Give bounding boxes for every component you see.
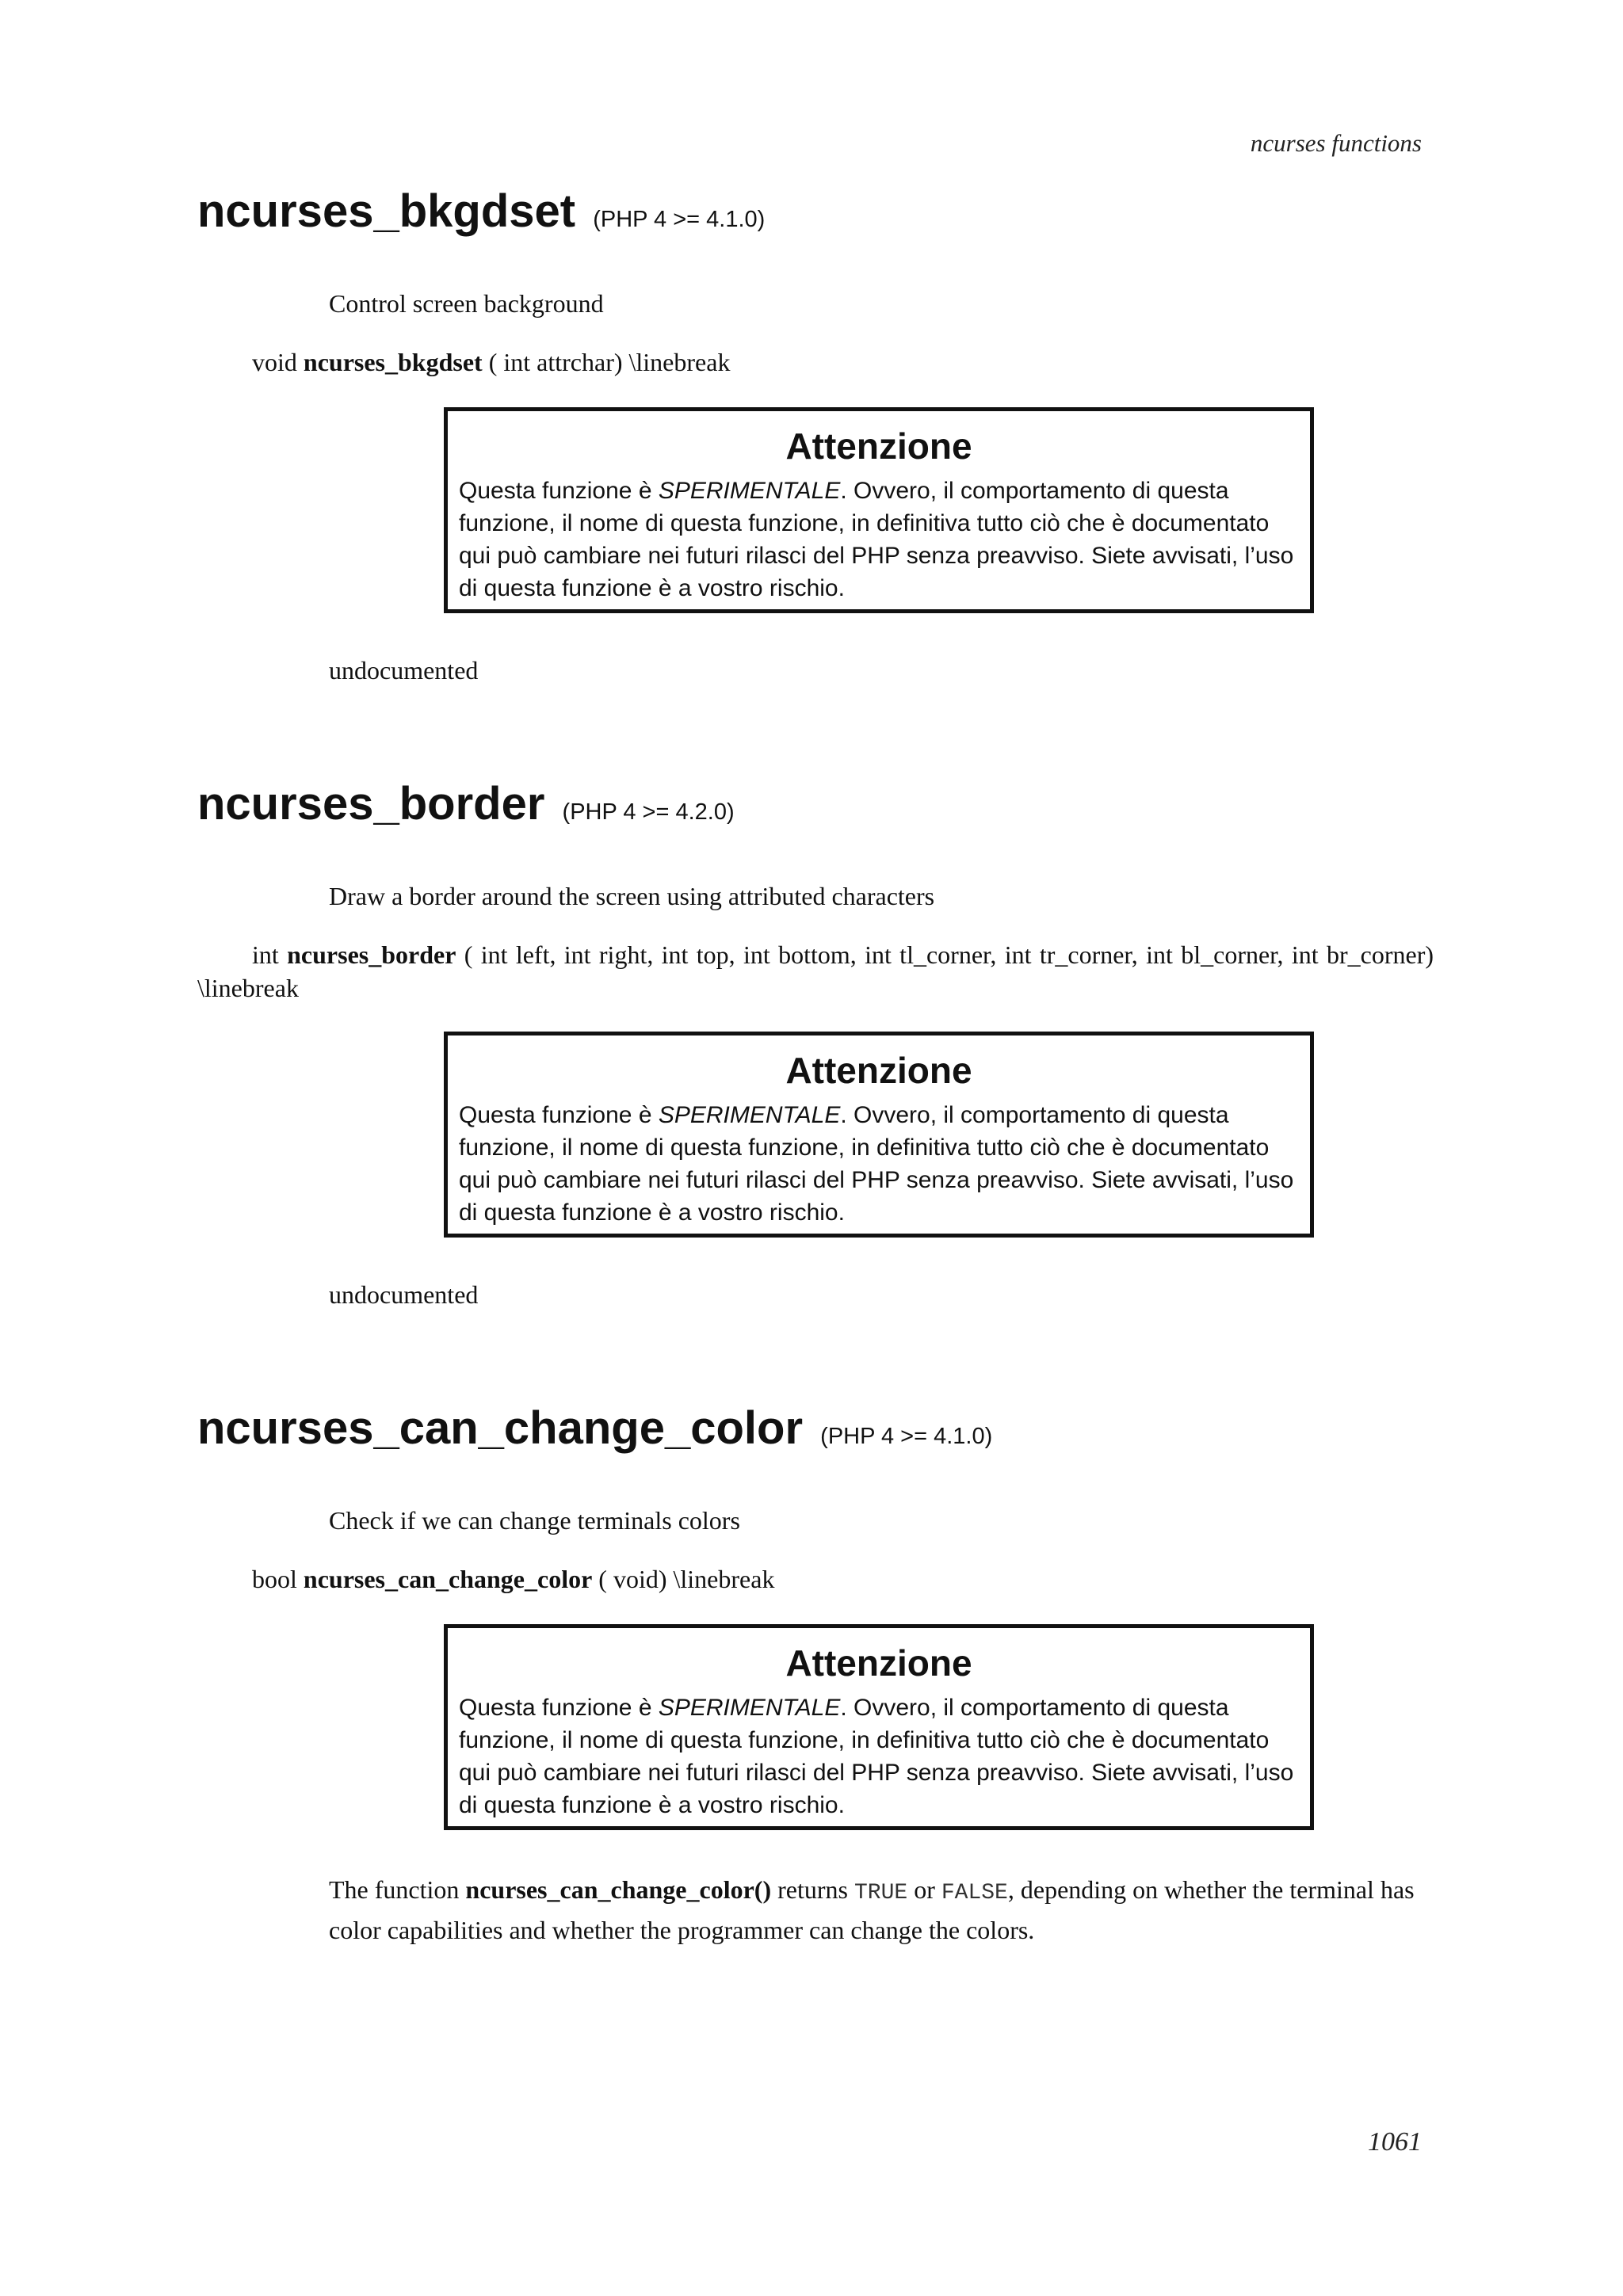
warning-text: Questa funzione è SPERIMENTALE. Ovvero, il comportamento di questa funzione, il nome di questa funzione, in definitiva tutto ciò che è documentato qui può cambiare nei futuri rilasci del PHP senza preavviso. Siete avvisati, l’uso di questa funzione è a vostro rischio.	[459, 478, 1294, 601]
function-title	[197, 1401, 992, 1464]
warning-text: Questa funzione è SPERIMENTALE. Ovvero, il comportamento di questa funzione, il nome di questa funzione, in definitiva tutto ciò che è documentato qui può cambiare nei futuri rilasci del PHP senza preavviso. Siete avvisati, l’uso di questa funzione è a vostro rischio.	[459, 1102, 1294, 1226]
function-description: undocumented	[329, 1280, 479, 1309]
function-name: ncurses_can_change_color	[197, 1402, 804, 1454]
function-description: The function ncurses_can_change_color() returns TRUE or FALSE, depending on whether the terminal has color capabilities and whether the programmer can change the colors.	[329, 1875, 1415, 1944]
warning-box	[444, 407, 1314, 613]
page-number: 1061	[1368, 2127, 1422, 2157]
function-name: ncurses_bkgdset	[197, 185, 576, 237]
warning-title: Attenzione	[785, 1050, 972, 1091]
warning-text: Questa funzione è SPERIMENTALE. Ovvero, il comportamento di questa funzione, il nome di questa funzione, in definitiva tutto ciò che è documentato qui può cambiare nei futuri rilasci del PHP senza preavviso. Siete avvisati, l’uso di questa funzione è a vostro rischio.	[459, 1695, 1294, 1818]
return-type: void	[252, 348, 297, 376]
function-title	[197, 776, 735, 840]
warning-title: Attenzione	[785, 425, 972, 467]
function-title	[197, 184, 765, 247]
false-constant: FALSE	[941, 1881, 1008, 1905]
function-synopsis	[197, 938, 1434, 1005]
function-purpose: Control screen background	[329, 289, 604, 318]
synopsis-function-name: ncurses_bkgdset	[303, 348, 483, 376]
function-purpose: Check if we can change terminals colors	[329, 1506, 740, 1535]
warning-title: Attenzione	[785, 1642, 972, 1684]
function-synopsis	[197, 345, 1434, 379]
parameter-list: ( int left, int right, int top, int bottom, int tl_corner, int tr_corner, int bl_corner, int br_corner) \linebreak	[197, 940, 1434, 1002]
version-info: (PHP 4 >= 4.2.0)	[562, 799, 735, 825]
parameter-list: ( void) \linebreak	[598, 1565, 775, 1593]
function-synopsis	[197, 1562, 1434, 1596]
function-name: ncurses_border	[197, 778, 545, 830]
true-constant: TRUE	[854, 1881, 908, 1905]
description-function-name: ncurses_can_change_color()	[465, 1875, 772, 1904]
running-header: ncurses functions	[1250, 129, 1422, 157]
parameter-list: ( int attrchar) \linebreak	[488, 348, 731, 376]
synopsis-function-name: ncurses_border	[287, 940, 456, 969]
function-description: undocumented	[329, 656, 479, 685]
return-type: bool	[252, 1565, 297, 1593]
function-purpose: Draw a border around the screen using attributed characters	[329, 882, 935, 910]
warning-box	[444, 1032, 1314, 1238]
warning-box	[444, 1624, 1314, 1830]
return-type: int	[252, 940, 279, 969]
version-info: (PHP 4 >= 4.1.0)	[593, 207, 766, 232]
synopsis-function-name: ncurses_can_change_color	[303, 1565, 593, 1593]
version-info: (PHP 4 >= 4.1.0)	[820, 1424, 993, 1449]
